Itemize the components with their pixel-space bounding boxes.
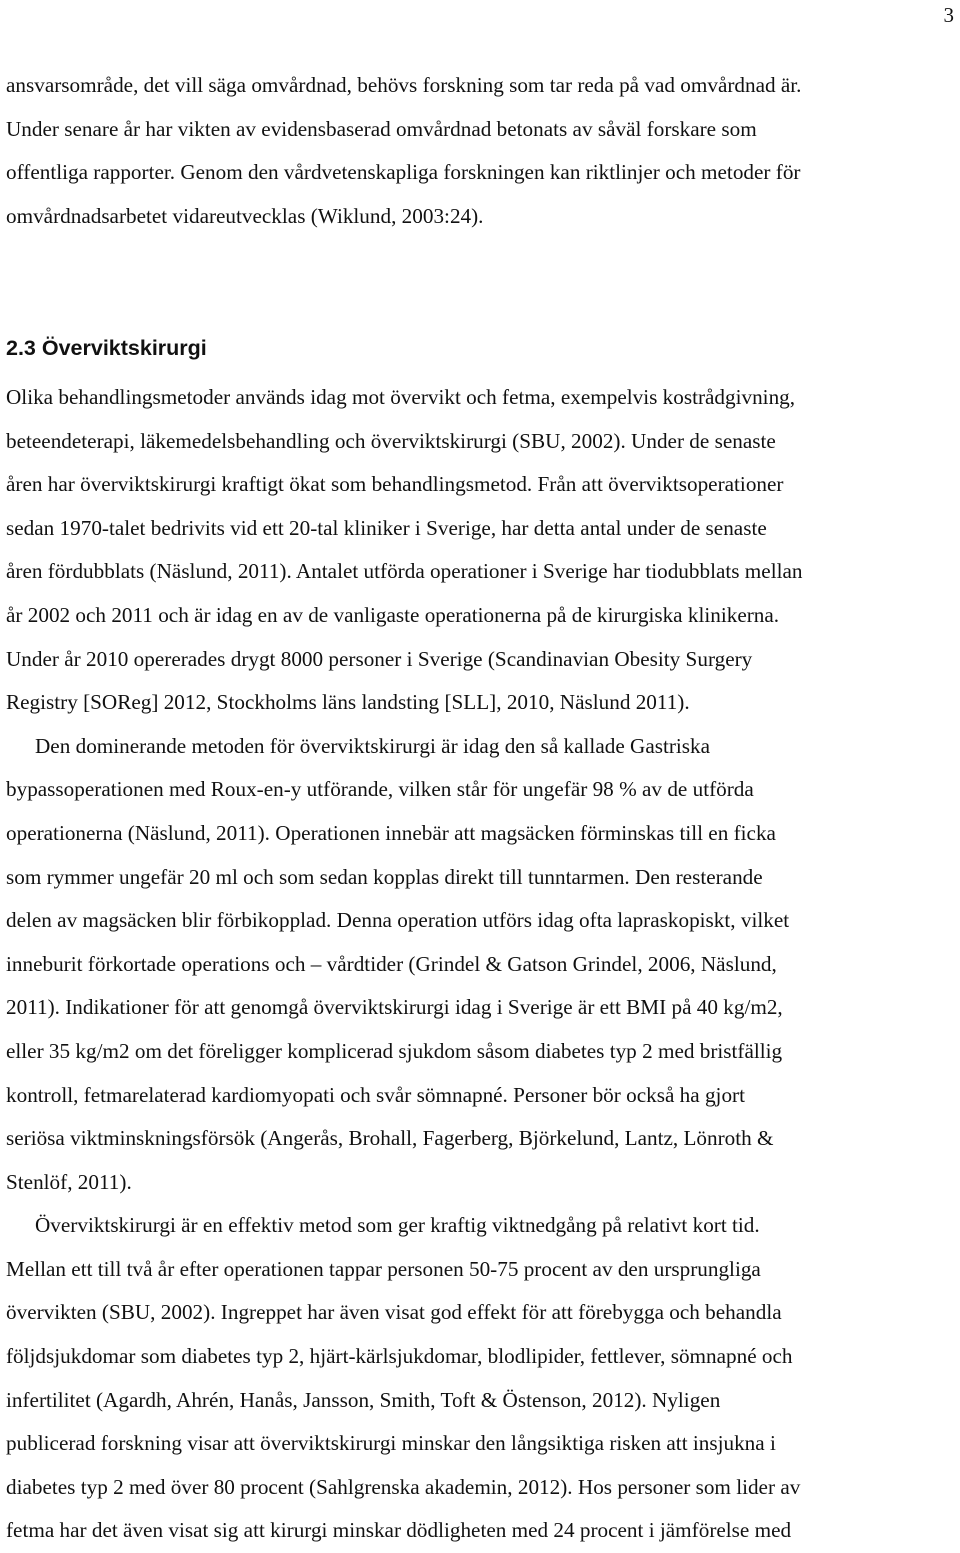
paragraph-3 — [6, 1204, 802, 1553]
page-number: 3 — [943, 3, 954, 27]
text-line: Registry [SOReg] 2012, Stockholms läns landsting [SLL], 2010, Näslund 2011). — [6, 690, 690, 715]
text-line: 2011). Indikationer för att genomgå överviktskirurgi idag i Sverige är ett BMI på 40 kg/m2, — [6, 995, 783, 1020]
text-line: ansvarsområde, det vill säga omvårdnad, behövs forskning som tar reda på vad omvårdnad är. — [6, 73, 802, 97]
text-line: åren har överviktskirurgi kraftigt ökat som behandlingsmetod. Från att överviktsoperationer — [6, 472, 784, 497]
text-line: kontroll, fetmarelaterad kardiomyopati och svår sömnapné. Personer bör också ha gjort — [6, 1082, 745, 1107]
text-line: följdsjukdomar som diabetes typ 2, hjärt-kärlsjukdomar, blodlipider, fettlever, sömnapné och — [6, 1344, 793, 1369]
text-line: Under år 2010 opererades drygt 8000 personer i Sverige (Scandinavian Obesity Surgery — [6, 646, 753, 671]
paragraph-2 — [6, 725, 802, 1205]
text-line: inneburit förkortade operations och – vårdtider (Grindel & Gatson Grindel, 2006, Näslund, — [6, 951, 777, 976]
text-line: infertilitet (Agardh, Ahrén, Hanås, Jansson, Smith, Toft & Östenson, 2012). Nyligen — [6, 1387, 721, 1412]
text-line: Under senare år har vikten av evidensbaserad omvårdnad betonats av såväl forskare som — [6, 116, 757, 141]
text-line: Stenlöf, 2011). — [6, 1169, 132, 1194]
text-line: Den dominerande metoden för överviktskirurgi är idag den så kallade Gastriska — [35, 733, 711, 758]
text-line: offentliga rapporter. Genom den vårdvetenskapliga forskningen kan riktlinjer och metoder för — [6, 160, 801, 185]
text-line: beteendeterapi, läkemedelsbehandling och överviktskirurgi (SBU, 2002). Under de senaste — [6, 428, 776, 453]
text-line: åren fördubblats (Näslund, 2011). Antalet utförda operationer i Sverige har tiodubblats mellan — [6, 559, 803, 584]
intro-paragraph — [6, 64, 958, 238]
text-line: operationerna (Näslund, 2011). Operationen innebär att magsäcken förminskas till en ficka — [6, 820, 776, 845]
text-line: seriösa viktminskningsförsök (Angerås, Brohall, Fagerberg, Björkelund, Lantz, Lönroth & — [6, 1126, 774, 1151]
paragraph-1 — [6, 376, 802, 725]
text-line: bypassoperationen med Roux-en-y utförande, vilken står för ungefär 98 % av de utförda — [6, 777, 754, 802]
text-line: eller 35 kg/m2 om det föreligger komplicerad sjukdom såsom diabetes typ 2 med bristfällig — [6, 1038, 783, 1063]
text-line: Olika behandlingsmetoder används idag mot övervikt och fetma, exempelvis kostrådgivning, — [6, 385, 796, 409]
text-line: övervikten (SBU, 2002). Ingreppet har även visat god effekt för att förebygga och behandla — [6, 1300, 782, 1325]
text-line: år 2002 och 2011 och är idag en av de vanligaste operationerna på de kirurgiska klinikerna. — [6, 602, 780, 627]
text-line: delen av magsäcken blir förbikopplad. Denna operation utförs idag ofta lapraskopiskt, vilket — [6, 908, 790, 933]
text-line: diabetes typ 2 med över 80 procent (Sahlgrenska akademin, 2012). Hos personer som lider av — [6, 1474, 801, 1499]
text-line: Mellan ett till två år efter operationen tappar personen 50-75 procent av den ursprungliga — [6, 1256, 761, 1281]
text-line: Överviktskirurgi är en effektiv metod som ger kraftig viktnedgång på relativt kort tid. — [35, 1213, 760, 1238]
text-line: som rymmer ungefär 20 ml och som sedan kopplas direkt till tunntarmen. Den resterande — [6, 864, 763, 889]
text-line: omvårdnadsarbetet vidareutvecklas (Wiklund, 2003:24). — [6, 203, 484, 228]
document-body — [6, 64, 958, 1543]
text-line: sedan 1970-talet bedrivits vid ett 20-tal kliniker i Sverige, har detta antal under de senaste — [6, 515, 767, 540]
text-line: publicerad forskning visar att överviktskirurgi minskar den långsiktiga risken att insjukna i — [6, 1431, 776, 1456]
section-heading: 2.3 Överviktskirurgi — [6, 336, 207, 360]
text-line: fetma har det även visat sig att kirurgi minskar dödligheten med 24 procent i jämförelse med — [6, 1518, 792, 1543]
